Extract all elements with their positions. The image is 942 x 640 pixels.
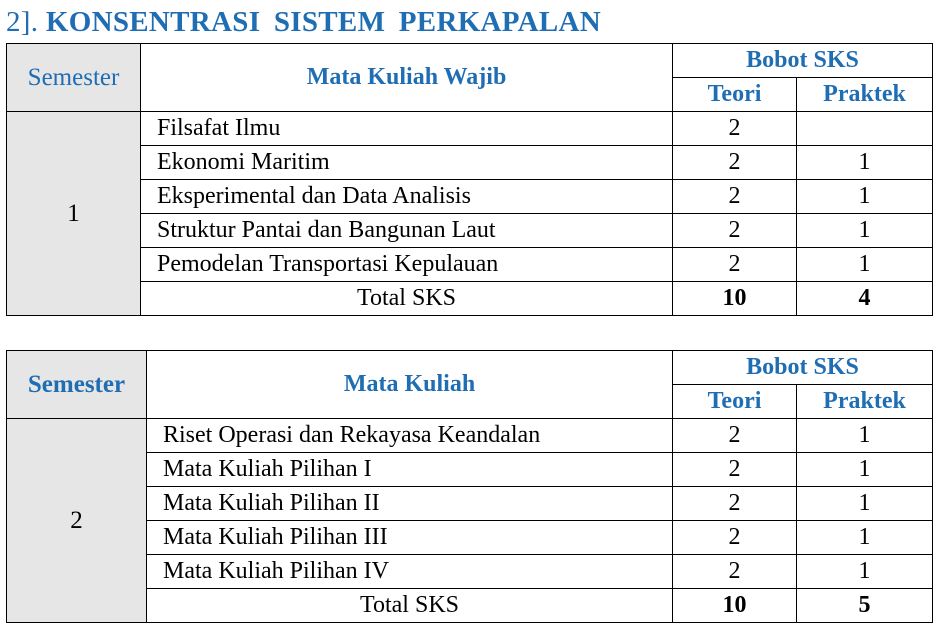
theory-credits: 2 xyxy=(673,248,797,282)
total-practice: 4 xyxy=(797,282,933,316)
theory-credits: 2 xyxy=(673,521,797,555)
practice-credits: 1 xyxy=(797,146,933,180)
semester-number: 1 xyxy=(7,112,141,316)
curriculum-table-semester-2 xyxy=(6,350,933,623)
course-name: Ekonomi Maritim xyxy=(141,146,673,180)
table-row xyxy=(7,419,933,453)
course-name: Eksperimental dan Data Analisis xyxy=(141,180,673,214)
practice-credits xyxy=(797,112,933,146)
table-row xyxy=(7,180,933,214)
section-number: 2]. xyxy=(6,6,39,38)
section-heading xyxy=(6,2,601,42)
course-name: Mata Kuliah Pilihan IV xyxy=(147,555,673,589)
semester-header: Semester xyxy=(7,44,141,112)
theory-header: Teori xyxy=(673,385,797,419)
table-header-row xyxy=(7,351,933,385)
total-label: Total SKS xyxy=(141,282,673,316)
table-row xyxy=(7,146,933,180)
theory-credits: 2 xyxy=(673,214,797,248)
theory-header: Teori xyxy=(673,78,797,112)
semester-header: Semester xyxy=(7,351,147,419)
total-label: Total SKS xyxy=(147,589,673,623)
total-row xyxy=(7,282,933,316)
total-theory: 10 xyxy=(673,282,797,316)
course-name: Pemodelan Transportasi Kepulauan xyxy=(141,248,673,282)
course-header: Mata Kuliah xyxy=(147,351,673,419)
theory-credits: 2 xyxy=(673,112,797,146)
course-header: Mata Kuliah Wajib xyxy=(141,44,673,112)
course-name: Mata Kuliah Pilihan II xyxy=(147,487,673,521)
semester-number: 2 xyxy=(7,419,147,623)
total-practice: 5 xyxy=(797,589,933,623)
practice-credits: 1 xyxy=(797,487,933,521)
practice-credits: 1 xyxy=(797,248,933,282)
weight-header: Bobot SKS xyxy=(673,44,933,78)
course-name: Mata Kuliah Pilihan I xyxy=(147,453,673,487)
course-name: Filsafat Ilmu xyxy=(141,112,673,146)
practice-credits: 1 xyxy=(797,453,933,487)
theory-credits: 2 xyxy=(673,453,797,487)
practice-credits: 1 xyxy=(797,521,933,555)
practice-header: Praktek xyxy=(797,78,933,112)
theory-credits: 2 xyxy=(673,180,797,214)
weight-header: Bobot SKS xyxy=(673,351,933,385)
practice-credits: 1 xyxy=(797,419,933,453)
table-header-row xyxy=(7,44,933,78)
section-title: KONSENTRASI SISTEM PERKAPALAN xyxy=(45,6,602,38)
total-theory: 10 xyxy=(673,589,797,623)
theory-credits: 2 xyxy=(673,487,797,521)
course-name: Mata Kuliah Pilihan III xyxy=(147,521,673,555)
practice-credits: 1 xyxy=(797,180,933,214)
practice-header: Praktek xyxy=(797,385,933,419)
table-row xyxy=(7,112,933,146)
curriculum-table-semester-1 xyxy=(6,43,933,316)
table-row xyxy=(7,214,933,248)
practice-credits: 1 xyxy=(797,214,933,248)
theory-credits: 2 xyxy=(673,555,797,589)
theory-credits: 2 xyxy=(673,146,797,180)
practice-credits: 1 xyxy=(797,555,933,589)
course-name: Struktur Pantai dan Bangunan Laut xyxy=(141,214,673,248)
table-row xyxy=(7,248,933,282)
theory-credits: 2 xyxy=(673,419,797,453)
course-name: Riset Operasi dan Rekayasa Keandalan xyxy=(147,419,673,453)
